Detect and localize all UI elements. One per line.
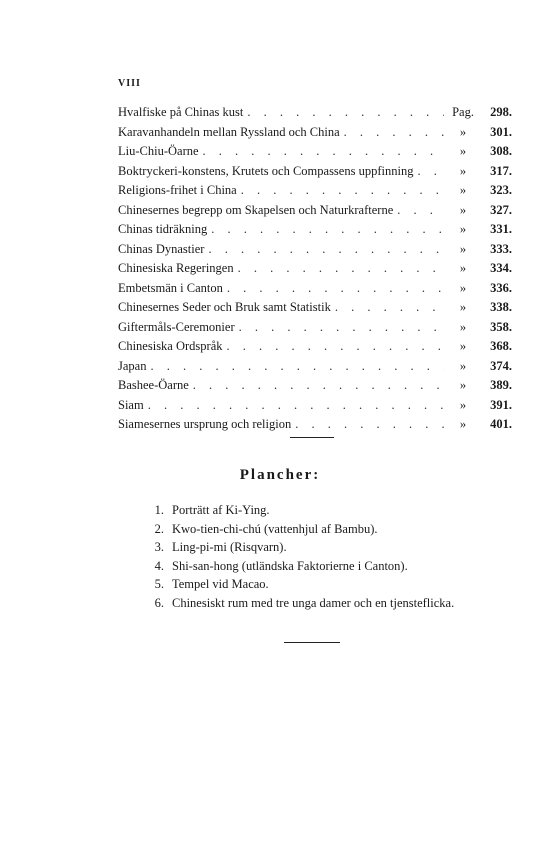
toc-entry xyxy=(118,142,512,162)
toc-entry-page: 401. xyxy=(490,417,512,431)
plate-number: 2. xyxy=(154,521,164,536)
plate-entry xyxy=(140,575,520,594)
toc-entry xyxy=(118,396,512,416)
toc-entry-title: Embetsmän i Canton xyxy=(118,280,223,295)
toc-entry-page: 334. xyxy=(490,261,512,275)
toc-entry-page: 333. xyxy=(490,241,512,256)
toc-entry-page: 338. xyxy=(490,300,512,314)
toc-entry-ref: » xyxy=(459,378,467,392)
toc-entry-ref: » xyxy=(459,163,467,178)
toc-entry xyxy=(118,181,512,201)
toc-leader-dots xyxy=(397,201,444,221)
toc-entry-ref: » xyxy=(459,144,467,158)
toc-entry xyxy=(118,103,512,123)
toc-leader-dots xyxy=(344,123,444,143)
plate-entry xyxy=(140,538,520,557)
toc-leader-dots xyxy=(148,396,444,416)
plate-number: 3. xyxy=(154,540,164,554)
toc-entry-ref: » xyxy=(459,397,467,412)
toc-entry-ref: » xyxy=(459,417,467,431)
toc-entry-ref: Pag. xyxy=(452,105,474,119)
toc-entry-ref: » xyxy=(459,261,467,275)
toc-entry-page: 323. xyxy=(490,183,512,197)
plate-entry xyxy=(140,594,520,613)
toc-entry xyxy=(118,415,512,435)
toc-entry xyxy=(118,201,512,221)
toc-entry-title: Hvalfiske på Chinas kust xyxy=(118,105,244,119)
toc-leader-dots xyxy=(193,376,444,396)
toc-entry-ref: » xyxy=(459,280,467,295)
plate-entry xyxy=(140,557,520,576)
toc-leader-dots xyxy=(238,259,444,279)
toc-leader-dots xyxy=(295,415,444,435)
toc-entry-title: Bashee-Öarne xyxy=(118,378,189,392)
toc-leader-dots xyxy=(335,298,444,318)
plate-title: Chinesiskt rum med tre unga damer och en tjensteflicka. xyxy=(172,595,455,610)
toc-entry-page: 298. xyxy=(490,105,512,119)
toc-leader-dots xyxy=(417,162,444,182)
plate-entry xyxy=(140,520,520,539)
plates-heading: Plancher: xyxy=(239,467,321,483)
toc-entry-ref: » xyxy=(459,358,467,373)
toc-leader-dots xyxy=(241,181,444,201)
toc-entry-ref: » xyxy=(459,124,467,139)
toc-entry-page: 308. xyxy=(490,144,512,158)
toc-leader-dots xyxy=(208,240,444,260)
toc-entry-title: Chinesiska Ordspråk xyxy=(118,339,223,353)
plate-entry xyxy=(140,501,520,520)
plate-number: 5. xyxy=(154,577,164,591)
toc-entry xyxy=(118,259,512,279)
divider-rule xyxy=(284,642,340,643)
toc-entry-title: Karavanhandeln mellan Ryssland och China xyxy=(118,124,340,139)
toc-entry-ref: » xyxy=(459,319,467,334)
toc-entry xyxy=(118,298,512,318)
toc-entry xyxy=(118,279,512,299)
toc-entry xyxy=(118,123,512,143)
toc-entry-title: Boktryckeri-konstens, Krutets och Compassens uppfinning xyxy=(118,163,414,178)
toc-entry xyxy=(118,318,512,338)
plate-number: 6. xyxy=(154,595,164,610)
toc-entry-title: Liu-Chiu-Öarne xyxy=(118,144,199,158)
toc-entry-title: Religions-frihet i China xyxy=(118,183,237,197)
toc-entry-page: 374. xyxy=(490,358,512,373)
toc-leader-dots xyxy=(211,220,444,240)
toc-entry-title: Chinesernes begrepp om Skapelsen och Naturkrafterne xyxy=(118,202,394,217)
toc-entry-page: 317. xyxy=(490,163,512,178)
plate-title: Kwo-tien-chi-chú (vattenhjul af Bambu). xyxy=(172,521,378,536)
toc-entry-title: Chinesernes Seder och Bruk samt Statistik xyxy=(118,300,331,314)
toc-entry xyxy=(118,337,512,357)
toc-entry xyxy=(118,357,512,377)
toc-entry-ref: » xyxy=(459,202,467,217)
toc-entry xyxy=(118,162,512,182)
divider-rule xyxy=(290,437,334,438)
toc-entry-title: Japan xyxy=(118,358,147,373)
toc-leader-dots xyxy=(150,357,444,377)
plate-number: 1. xyxy=(154,503,164,517)
toc-entry xyxy=(118,220,512,240)
page-number: VIII xyxy=(118,78,141,89)
toc-entry-page: 336. xyxy=(490,280,512,295)
toc-leader-dots xyxy=(227,279,444,299)
plate-title: Porträtt af Ki-Ying. xyxy=(172,503,270,517)
toc-entry-page: 368. xyxy=(490,339,512,353)
toc-entry xyxy=(118,376,512,396)
toc-leader-dots xyxy=(247,103,444,123)
toc-entry-page: 358. xyxy=(490,319,512,334)
toc-entry-page: 301. xyxy=(490,124,512,139)
plate-title: Ling-pi-mi (Risqvarn). xyxy=(172,540,287,554)
toc-entry-page: 389. xyxy=(490,378,512,392)
toc-entry-title: Giftermåls-Ceremonier xyxy=(118,319,235,334)
toc-entry-title: Siam xyxy=(118,397,144,412)
table-of-contents xyxy=(118,103,512,435)
toc-entry-ref: » xyxy=(459,241,467,256)
plate-number: 4. xyxy=(154,558,164,573)
plate-title: Tempel vid Macao. xyxy=(172,577,269,591)
toc-entry-ref: » xyxy=(459,183,467,197)
toc-leader-dots xyxy=(203,142,444,162)
toc-leader-dots xyxy=(239,318,444,338)
toc-entry xyxy=(118,240,512,260)
toc-entry-page: 391. xyxy=(490,397,512,412)
toc-leader-dots xyxy=(227,337,445,357)
toc-entry-ref: » xyxy=(459,300,467,314)
toc-entry-title: Chinas tidräkning xyxy=(118,222,208,236)
toc-entry-ref: » xyxy=(459,222,467,236)
toc-entry-page: 327. xyxy=(490,202,512,217)
toc-entry-ref: » xyxy=(459,339,467,353)
toc-entry-page: 331. xyxy=(490,222,512,236)
plates-list xyxy=(140,501,520,612)
toc-entry-title: Siamesernes ursprung och religion xyxy=(118,417,292,431)
toc-entry-title: Chinesiska Regeringen xyxy=(118,261,234,275)
toc-entry-title: Chinas Dynastier xyxy=(118,241,205,256)
plate-title: Shi-san-hong (utländska Faktorierne i Canton). xyxy=(172,558,408,573)
